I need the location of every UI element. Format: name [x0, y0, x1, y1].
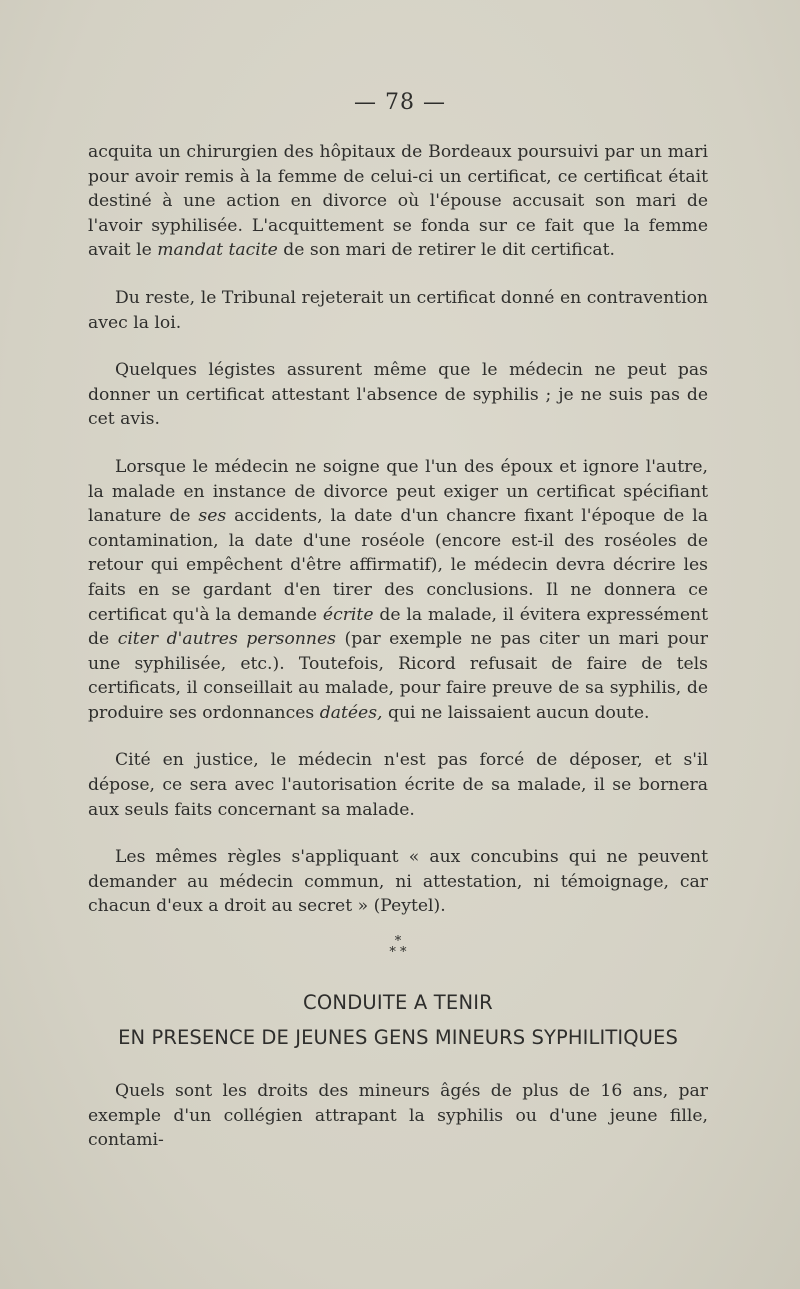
paragraph-4: Lorsque le médecin ne soigne que l'un des époux et ignore l'autre, la malade en instance de divorce peut exiger un certificat spécifiant lanature de ses accidents, la date d'un chancre fixant l'époque de la contamination, la date d'une roséole (encore est-il des roséoles de retour qui empêchent d'être affirmatif), le médecin devra décrire les faits en se gardant d'en tirer des conclusions. Il ne donnera ce certificat qu'à la demande écrite de la malade, il évitera expressément de citer d'autres personnes (par exemple ne pas citer un mari pour une syphilisée, etc.). Toutefois, Ricord refusait de faire de tels certificats, il conseillait au malade, pour faire preuve de sa syphilis, de produire ses ordonnances datées, qui ne laissaient aucun doute. [88, 456, 708, 723]
paragraph-2: Du reste, le Tribunal rejeterait un certificat donné en contravention avec la loi. [88, 287, 708, 333]
page-body [88, 140, 708, 1176]
paragraph-1: acquita un chirurgien des hôpitaux de Bordeaux poursuivi par un mari pour avoir remis à la femme de celui-ci un certificat, ce certificat était destiné à une action en divorce où l'épouse accusait son mari de l'avoir syphilisée. L'acquittement se fonda sur ce fait que la femme avait le mandat tacite de son mari de retirer le dit certificat. [88, 142, 708, 261]
section-separator: * * * [389, 934, 407, 961]
paragraph-5: Cité en justice, le médecin n'est pas forcé de déposer, et s'il dépose, ce sera avec l'autorisation écrite de sa malade, il se bornera aux seuls faits concernant sa malade. [88, 750, 708, 820]
section-title-line-2: EN PRESENCE DE JEUNES GENS MINEURS SYPHILITIQUES [118, 1026, 678, 1050]
paragraph-7: Quels sont les droits des mineurs âgés de plus de 16 ans, par exemple d'un collégien attrapant la syphilis ou d'une jeune fille, contami- [88, 1081, 708, 1151]
paragraph-6: Les mêmes règles s'appliquant « aux concubins qui ne peuvent demander au médecin commun, ni attestation, ni témoignage, car chacun d'eux a droit au secret » (Peytel). [88, 847, 708, 917]
page-number: — 78 — [354, 90, 446, 115]
italic-mandat-tacite: mandat tacite [157, 240, 278, 261]
section-title-line-1: CONDUITE A TENIR [303, 991, 493, 1015]
paragraph-3: Quelques légistes assurent même que le médecin ne peut pas donner un certificat attestant l'absence de syphilis ; je ne suis pas de cet avis. [88, 360, 708, 430]
